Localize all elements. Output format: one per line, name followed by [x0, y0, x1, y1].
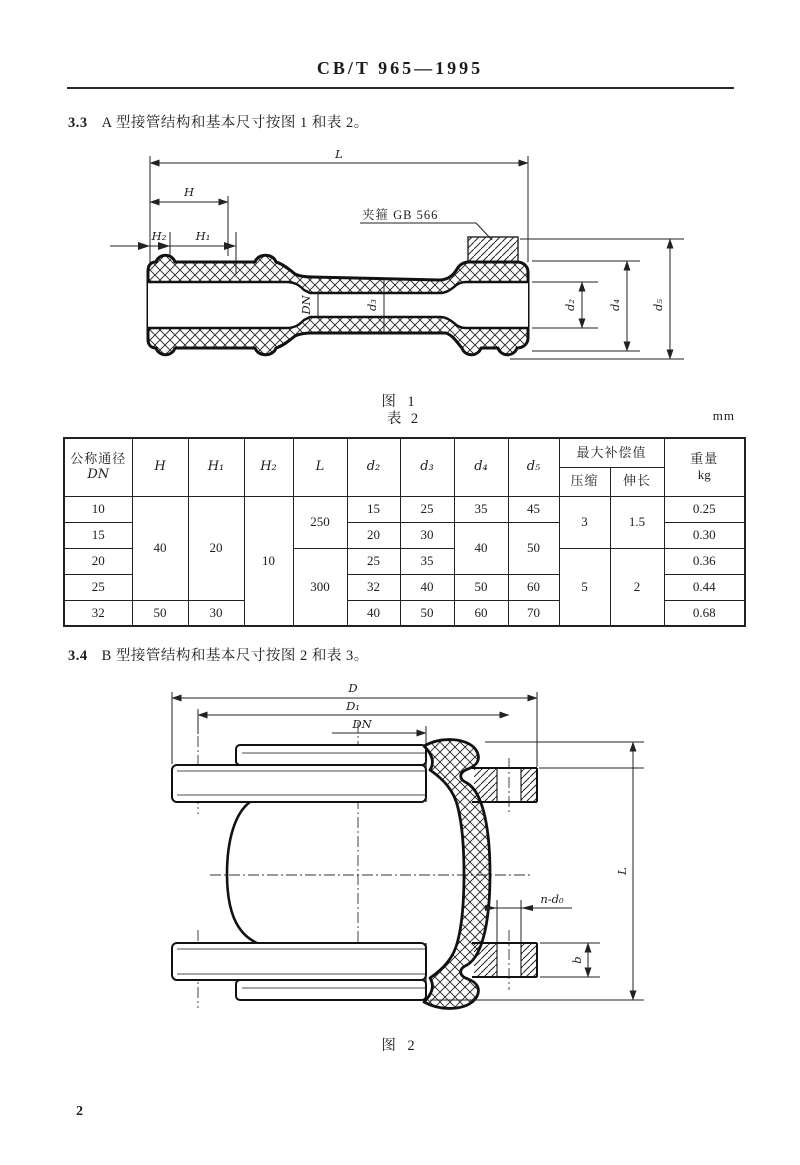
cell-d2: 15 — [347, 496, 400, 522]
cell-compress: 3 — [559, 496, 610, 548]
fig2-bottom-flange — [172, 943, 426, 1000]
col-header-dn — [64, 438, 132, 496]
cell-d5: 60 — [508, 574, 559, 600]
cell-d5: 50 — [508, 522, 559, 574]
col-header-d3: d₃ — [400, 438, 454, 496]
page-title: CB/T 965—1995 — [316, 58, 484, 78]
fig2-dim-label-DN: DN — [352, 717, 372, 731]
cell-dn: 10 — [64, 496, 132, 522]
table-2 — [63, 437, 746, 627]
cell-l: 250 — [293, 496, 347, 548]
col-header-h1: H₁ — [188, 438, 244, 496]
figure-2-drawing — [40, 672, 760, 1022]
cell-d3: 50 — [400, 600, 454, 626]
fig2-dim-label-nd0: n-d₀ — [540, 892, 564, 906]
cell-weight: 0.36 — [664, 548, 745, 574]
cell-extend: 1.5 — [610, 496, 664, 548]
fig1-dim-label-H1: H₁ — [195, 229, 211, 243]
figure-2-caption: 图 2 — [381, 1038, 419, 1054]
cell-d3: 40 — [400, 574, 454, 600]
table-2-caption: 表 2 — [386, 411, 422, 427]
fig1-clamp — [468, 237, 518, 262]
cell-d4: 50 — [454, 574, 508, 600]
fig1-dim-label-d4: d₄ — [608, 299, 622, 311]
cell-dn: 15 — [64, 522, 132, 548]
cell-d2: 40 — [347, 600, 400, 626]
cell-dn: 25 — [64, 574, 132, 600]
clause-3-3 — [68, 111, 748, 132]
fig2-top-flange — [172, 745, 426, 802]
col-header-l: L — [293, 438, 347, 496]
fig1-dim-d5 — [510, 239, 684, 359]
col-header-weight-cn: 重量 — [690, 451, 719, 466]
cell-h: 40 — [132, 496, 188, 600]
cell-h1: 20 — [188, 496, 244, 600]
cell-d2: 32 — [347, 574, 400, 600]
col-header-dn-cn: 公称通径 — [70, 451, 127, 466]
cell-h2: 10 — [244, 496, 293, 626]
cell-d2: 20 — [347, 522, 400, 548]
fig1-dim-label-H2: H₂ — [151, 229, 167, 243]
cell-dn: 32 — [64, 600, 132, 626]
clause-text: B 型接管结构和基本尺寸按图 2 和表 3。 — [101, 647, 369, 664]
col-header-dn-sub: DN — [87, 467, 110, 483]
fig1-dim-label-d2: d₂ — [563, 299, 577, 311]
table-row — [64, 496, 745, 522]
cell-d4: 40 — [454, 522, 508, 574]
cell-d3: 25 — [400, 496, 454, 522]
clause-text: A 型接管结构和基本尺寸按图 1 和表 2。 — [101, 114, 369, 131]
fig1-dim-label-L: L — [335, 147, 343, 161]
cell-h1: 30 — [188, 600, 244, 626]
col-header-d5: d₅ — [508, 438, 559, 496]
clause-3-4 — [68, 644, 748, 665]
cell-weight: 0.44 — [664, 574, 745, 600]
col-header-d2: d₂ — [347, 438, 400, 496]
page-number: 2 — [76, 1104, 83, 1119]
cell-compress: 5 — [559, 548, 610, 626]
cell-weight: 0.30 — [664, 522, 745, 548]
fig2-dim-DN — [332, 726, 426, 745]
fig2-dim-label-b: b — [570, 956, 584, 964]
cell-d5: 45 — [508, 496, 559, 522]
fig2-dim-label-D: D — [348, 681, 358, 695]
cell-weight: 0.68 — [664, 600, 745, 626]
cell-d3: 35 — [400, 548, 454, 574]
clause-number: 3.4 — [68, 647, 88, 664]
fig2-bellows-outline — [227, 802, 257, 943]
fig1-dim-label-DN: DN — [299, 295, 313, 315]
cell-d5: 70 — [508, 600, 559, 626]
fig1-clamp-note: 夹箍 GB 566 — [362, 208, 439, 222]
fig1-dim-d4 — [532, 261, 640, 351]
table-2-caption-row — [63, 407, 745, 429]
cell-h: 50 — [132, 600, 188, 626]
cell-d3: 30 — [400, 522, 454, 548]
table-2-unit: mm — [712, 408, 735, 423]
col-header-weight — [664, 438, 745, 496]
col-header-d4: d₄ — [454, 438, 508, 496]
cell-extend: 2 — [610, 548, 664, 626]
col-header-extend: 伸长 — [610, 467, 664, 496]
cell-d4: 35 — [454, 496, 508, 522]
cell-d4: 60 — [454, 600, 508, 626]
cell-weight: 0.25 — [664, 496, 745, 522]
fig2-dim-label-D1: D₁ — [346, 699, 360, 713]
fig2-dim-label-L: L — [615, 867, 629, 875]
cell-dn: 20 — [64, 548, 132, 574]
col-header-h2: H₂ — [244, 438, 293, 496]
header-rule — [67, 87, 734, 89]
fig1-dim-label-H: H — [183, 185, 195, 199]
clause-number: 3.3 — [68, 114, 88, 131]
fig1-dim-label-d3: d₃ — [365, 299, 379, 311]
col-header-h: H — [132, 438, 188, 496]
col-header-compress: 压缩 — [559, 467, 610, 496]
col-header-weight-unit: kg — [697, 467, 711, 483]
col-header-compensation: 最大补偿值 — [559, 438, 664, 467]
figure-1-caption: 图 1 — [381, 394, 419, 410]
fig1-dim-label-d5: d₅ — [651, 299, 665, 311]
cell-l: 300 — [293, 548, 347, 626]
fig2-dim-nd0 — [483, 900, 572, 942]
cell-d2: 25 — [347, 548, 400, 574]
figure-1-drawing — [40, 130, 760, 396]
